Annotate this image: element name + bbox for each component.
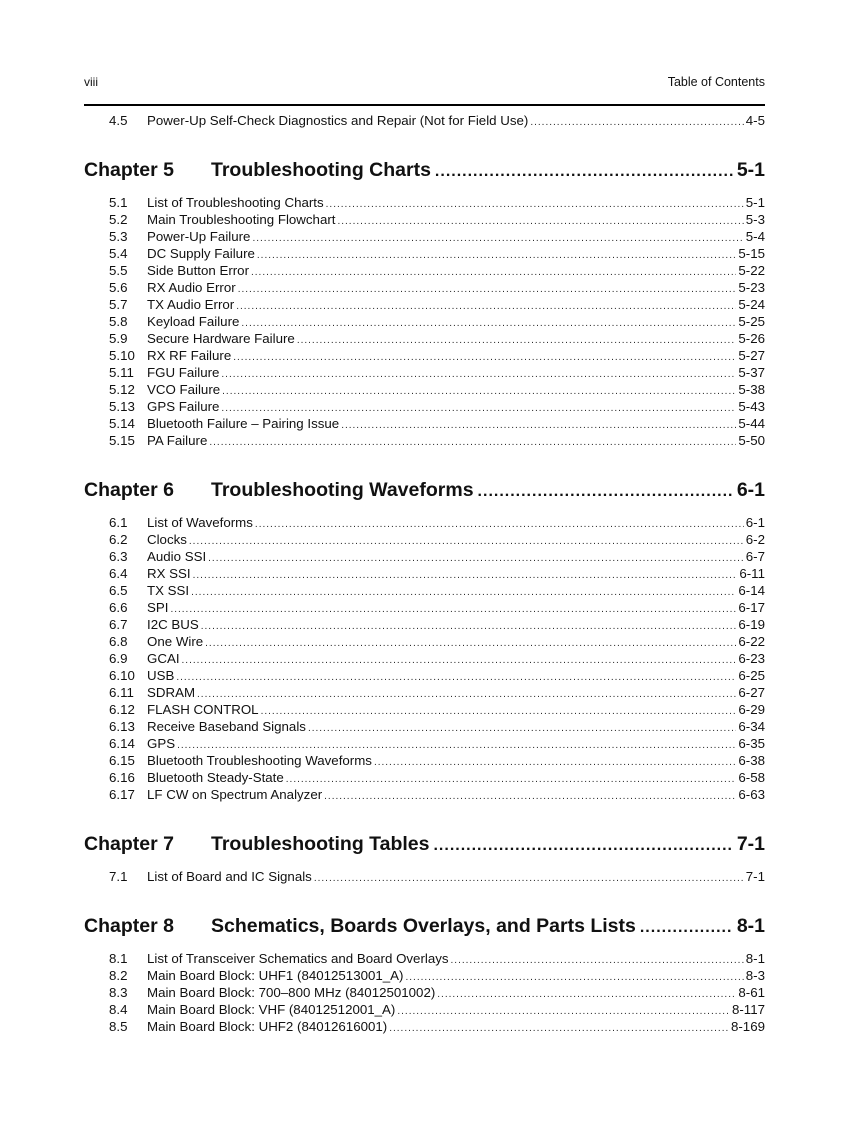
entry-page: 8-117 [731,1002,765,1017]
chapter-heading[interactable] [84,911,765,941]
dot-leader [433,831,732,861]
entry-number: 8.4 [109,1002,128,1017]
entry-number: 5.12 [109,382,135,397]
entry-number: 6.13 [109,719,135,734]
entry-page: 6-7 [745,549,765,564]
toc-entry[interactable] [84,984,765,1001]
entry-number: 6.17 [109,787,135,802]
entry-page: 6-11 [739,566,765,581]
toc-entry[interactable] [84,582,765,599]
entry-number: 8.3 [109,985,128,1000]
entry-number: 5.2 [109,212,128,227]
dot-leader [255,516,744,533]
dot-leader [314,870,744,887]
entry-number: 6.9 [109,651,128,666]
toc-entry[interactable] [84,565,765,582]
chapters-list [84,155,765,1035]
table-of-contents [84,112,765,1035]
entry-title: DC Supply Failure [147,246,255,261]
entry-title: RX Audio Error [147,280,236,295]
entry-number: 7.1 [109,869,128,884]
entry-title: VCO Failure [147,382,221,397]
entry-title: PA Failure [147,433,208,448]
dot-leader [405,969,743,986]
entry-page: 6-29 [738,702,765,717]
entry-page: 5-15 [738,246,765,261]
chapter-page: 5-1 [736,159,765,181]
chapter-title: Schematics, Boards Overlays, and Parts Lists [211,915,636,937]
entry-page: 6-19 [738,617,765,632]
entry-title: I2C BUS [147,617,199,632]
toc-entry[interactable] [84,735,765,752]
entry-number: 8.1 [109,951,128,966]
entry-page: 6-63 [738,787,765,802]
entry-page: 8-169 [730,1019,765,1034]
entry-page: 6-38 [738,753,765,768]
toc-entry[interactable] [84,330,765,347]
dot-leader [182,652,737,669]
entry-number: 6.5 [109,583,128,598]
dot-leader [435,157,733,187]
entry-page: 6-23 [738,651,765,666]
entry-page: 8-1 [745,951,765,966]
chapter-label: Chapter 6 [84,479,174,501]
dot-leader [176,669,736,686]
dot-leader [286,771,737,788]
entry-title: Bluetooth Failure – Pairing Issue [147,416,340,431]
chapter-heading[interactable] [84,829,765,859]
chapter-label: Chapter 5 [84,159,174,181]
entry-page: 6-14 [738,583,765,598]
entry-title: SDRAM [147,685,196,700]
entry-page: 6-2 [745,532,765,547]
entry-title: USB [147,668,175,683]
header-rule [84,104,765,106]
dot-leader [640,913,733,943]
chapter-page: 7-1 [736,833,765,855]
entry-title: Power-Up Self-Check Diagnostics and Repair (Not for Field Use) [147,113,529,128]
entry-title: List of Transceiver Schematics and Board Overlays [147,951,449,966]
entry-page: 5-26 [738,331,765,346]
dot-leader [222,383,736,400]
entry-title: Bluetooth Steady-State [147,770,284,785]
entry-page: 7-1 [745,869,765,884]
dot-leader [197,686,736,703]
dot-leader [170,601,736,618]
toc-entry[interactable] [84,967,765,984]
entry-page: 6-34 [738,719,765,734]
entry-number: 5.15 [109,433,135,448]
toc-entry[interactable] [84,211,765,228]
toc-entry[interactable] [84,650,765,667]
entry-number: 6.6 [109,600,128,615]
dot-leader [205,635,736,652]
entry-page: 6-1 [745,515,765,530]
entry-number: 6.1 [109,515,128,530]
dot-leader [374,754,736,771]
dot-leader [241,315,736,332]
dot-leader [451,952,744,969]
dot-leader [221,366,736,383]
dot-leader [261,703,737,720]
entry-title: GPS [147,736,176,751]
entry-number: 8.5 [109,1019,128,1034]
entry-number: 5.11 [109,365,134,380]
chapter-section [84,829,765,885]
chapter-page: 6-1 [736,479,765,501]
entry-page: 6-35 [738,736,765,751]
entry-number: 6.14 [109,736,135,751]
entry-number: 5.14 [109,416,135,431]
dot-leader [341,417,736,434]
dot-leader [530,114,743,131]
dot-leader [437,986,736,1003]
entry-title: Power-Up Failure [147,229,251,244]
toc-entry[interactable] [84,364,765,381]
entry-title: Main Board Block: 700–800 MHz (84012501002) [147,985,436,1000]
toc-entry[interactable] [84,701,765,718]
toc-entry[interactable] [84,279,765,296]
entry-page: 6-27 [738,685,765,700]
dot-leader [251,264,736,281]
entry-page: 8-3 [745,968,765,983]
entry-page: 5-24 [738,297,765,312]
toc-entry[interactable] [84,633,765,650]
dot-leader [337,213,743,230]
dot-leader [238,281,737,298]
toc-entry[interactable] [84,194,765,211]
chapter-label: Chapter 8 [84,915,174,937]
chapter-section [84,911,765,1035]
dot-leader [257,247,736,264]
chapter-title: Troubleshooting Waveforms [211,479,474,501]
entry-page: 5-3 [745,212,765,227]
entry-title: Clocks [147,532,187,547]
page-number: viii [84,75,98,89]
entry-page: 5-44 [738,416,765,431]
toc-entry[interactable] [84,347,765,364]
entry-title: FLASH CONTROL [147,702,259,717]
entry-page: 5-38 [738,382,765,397]
entry-number: 5.1 [109,195,128,210]
entry-title: Main Board Block: VHF (84012512001_A) [147,1002,396,1017]
entry-number: 5.8 [109,314,128,329]
chapter-title: Troubleshooting Tables [211,833,430,855]
entry-number: 6.3 [109,549,128,564]
chapter-section [84,475,765,803]
entry-page: 5-4 [745,229,765,244]
entry-title: List of Troubleshooting Charts [147,195,324,210]
entry-title: RX SSI [147,566,191,581]
toc-entry[interactable] [84,415,765,432]
entry-page: 8-61 [738,985,765,1000]
entry-title: LF CW on Spectrum Analyzer [147,787,323,802]
entry-title: Audio SSI [147,549,207,564]
toc-entry[interactable] [84,531,765,548]
dot-leader [201,618,737,635]
entry-page: 5-50 [738,433,765,448]
toc-entry[interactable] [84,313,765,330]
entry-title: Secure Hardware Failure [147,331,295,346]
entry-title: GPS Failure [147,399,220,414]
toc-entry[interactable] [84,514,765,531]
dot-leader [233,349,736,366]
entry-title: Keyload Failure [147,314,240,329]
toc-entry[interactable] [84,599,765,616]
toc-entry[interactable] [84,398,765,415]
entry-title: Side Button Error [147,263,249,278]
entry-number: 5.13 [109,399,135,414]
entry-title: One Wire [147,634,204,649]
toc-entry[interactable] [84,228,765,245]
dot-leader [397,1003,730,1020]
toc-entry[interactable] [84,950,765,967]
toc-entry[interactable] [84,868,765,885]
entry-number: 5.4 [109,246,128,261]
entry-page: 5-22 [738,263,765,278]
entry-title: Main Board Block: UHF1 (84012513001_A) [147,968,404,983]
toc-entry[interactable] [84,667,765,684]
dot-leader [208,550,744,567]
entry-number: 6.7 [109,617,128,632]
entry-number: 6.16 [109,770,135,785]
toc-entry[interactable] [84,296,765,313]
toc-entry[interactable] [84,112,765,129]
entry-page: 5-23 [738,280,765,295]
entry-page: 5-43 [738,399,765,414]
entry-number: 5.9 [109,331,128,346]
toc-entry[interactable] [84,786,765,803]
toc-entry[interactable] [84,381,765,398]
toc-entry[interactable] [84,616,765,633]
entry-title: Receive Baseband Signals [147,719,306,734]
toc-entry[interactable] [84,1001,765,1018]
entry-number: 6.4 [109,566,128,581]
entry-page: 6-17 [738,600,765,615]
toc-entry[interactable] [84,432,765,449]
chapter-label: Chapter 7 [84,833,174,855]
dot-leader [297,332,737,349]
toc-entry[interactable] [84,548,765,565]
entry-title: Main Board Block: UHF2 (84012616001) [147,1019,388,1034]
entry-page: 4-5 [745,113,765,128]
dot-leader [193,567,738,584]
chapter-heading[interactable] [84,475,765,505]
entry-page: 5-27 [738,348,765,363]
entry-number: 6.15 [109,753,135,768]
entry-page: 6-25 [738,668,765,683]
chapter-heading[interactable] [84,155,765,185]
entry-page: 6-22 [738,634,765,649]
dot-leader [252,230,743,247]
toc-entry[interactable] [84,752,765,769]
toc-entry[interactable] [84,718,765,735]
dot-leader [389,1020,729,1037]
entry-title: List of Board and IC Signals [147,869,312,884]
entry-number: 8.2 [109,968,128,983]
entry-title: GCAI [147,651,180,666]
dot-leader [308,720,736,737]
entry-number: 4.5 [109,113,128,128]
entry-number: 5.6 [109,280,128,295]
entry-page: 5-25 [738,314,765,329]
dot-leader [209,434,736,451]
dot-leader [236,298,736,315]
dot-leader [324,788,736,805]
toc-entry[interactable] [84,769,765,786]
dot-leader [189,533,744,550]
entry-page: 5-37 [738,365,765,380]
entry-number: 6.10 [109,668,135,683]
toc-entry[interactable] [84,245,765,262]
entry-title: SPI [147,600,169,615]
entry-page: 6-58 [738,770,765,785]
entry-number: 5.5 [109,263,128,278]
entry-title: RX RF Failure [147,348,232,363]
entry-number: 5.3 [109,229,128,244]
entry-number: 5.10 [109,348,135,363]
chapter-page: 8-1 [736,915,765,937]
entry-title: List of Waveforms [147,515,253,530]
entry-number: 5.7 [109,297,128,312]
toc-entry[interactable] [84,684,765,701]
entry-number: 6.11 [109,685,134,700]
dot-leader [191,584,736,601]
entry-title: Main Troubleshooting Flowchart [147,212,336,227]
chapter-title: Troubleshooting Charts [211,159,431,181]
entry-title: Bluetooth Troubleshooting Waveforms [147,753,372,768]
entry-title: FGU Failure [147,365,220,380]
dot-leader [326,196,744,213]
running-title: Table of Contents [667,75,765,89]
entry-title: TX SSI [147,583,190,598]
chapter-section [84,155,765,449]
entry-title: TX Audio Error [147,297,235,312]
entry-page: 5-1 [745,195,765,210]
dot-leader [478,477,733,507]
entry-number: 6.12 [109,702,135,717]
toc-entry[interactable] [84,262,765,279]
entry-number: 6.8 [109,634,128,649]
entry-number: 6.2 [109,532,128,547]
toc-entry[interactable] [84,1018,765,1035]
